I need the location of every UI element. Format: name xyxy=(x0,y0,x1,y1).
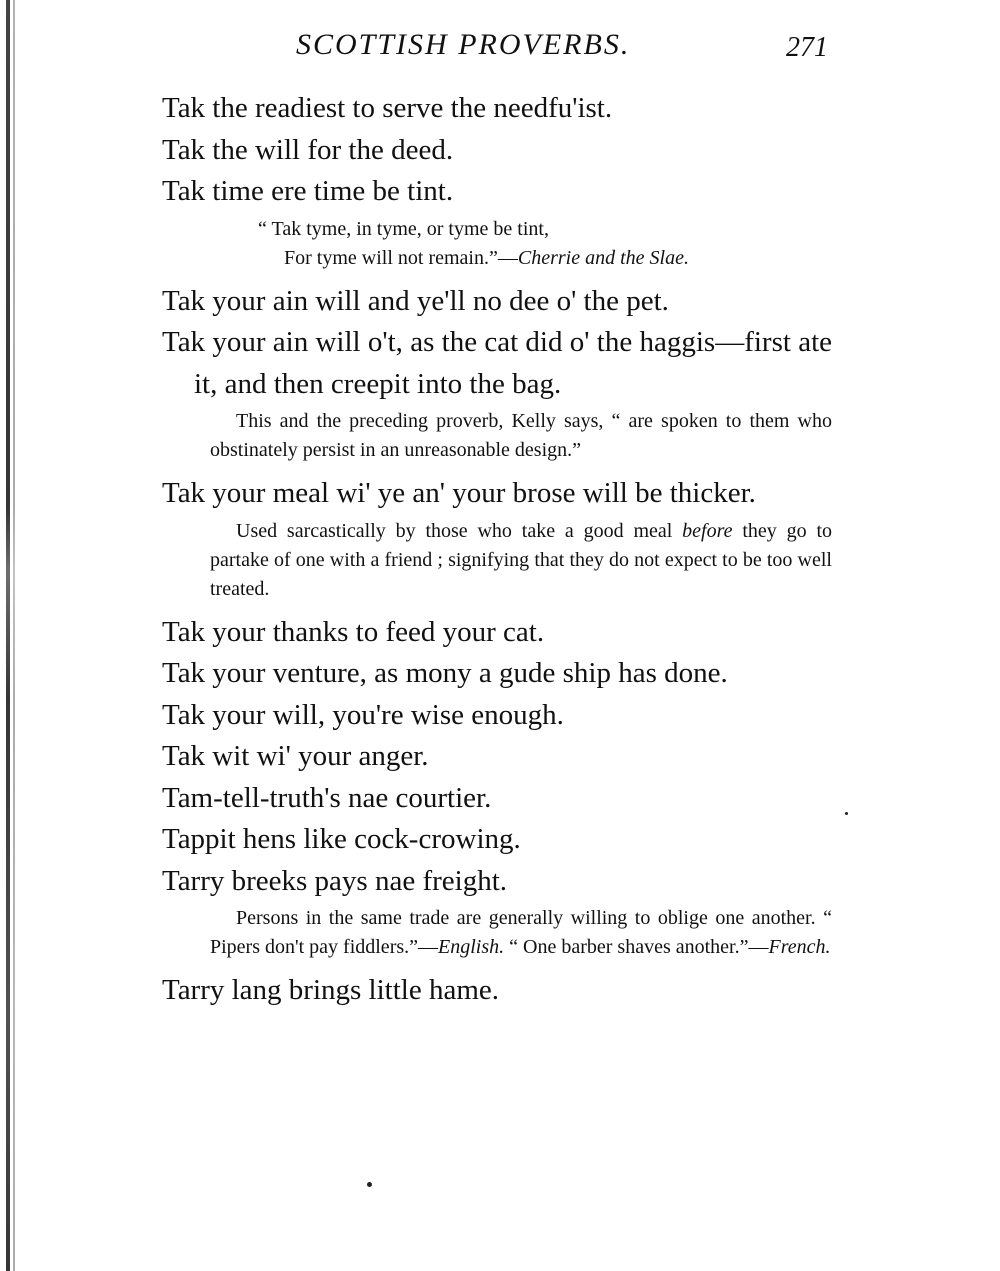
running-title: SCOTTISH PROVERBS. xyxy=(296,28,631,61)
source-citation: English. xyxy=(438,936,505,958)
proverb: Tak time ere time be tint. xyxy=(162,175,454,207)
note-text: “ One barber shaves another.”— xyxy=(504,936,769,958)
note-text: Used sarcastically by those who take a good meal xyxy=(236,519,683,542)
proverb: Tarry lang brings little hame. xyxy=(162,974,500,1006)
proverb: Tak the will for the deed. xyxy=(162,133,454,166)
ink-speck xyxy=(367,1182,372,1187)
explanatory-note xyxy=(210,904,832,962)
proverb: Tak your will, you're wise enough. xyxy=(162,698,564,731)
verse-line-text: For tyme will not remain.”— xyxy=(284,246,518,269)
proverb: Tappit hens like cock-crowing. xyxy=(162,823,521,855)
proverb: Tak your venture, as mony a gude ship has done. xyxy=(162,657,728,689)
source-citation: French. xyxy=(768,936,831,958)
verse-line xyxy=(258,244,832,273)
proverb: Tak wit wi' your anger. xyxy=(162,740,429,772)
page-number: 271 xyxy=(786,32,828,63)
proverb: Tam-tell-truth's nae courtier. xyxy=(162,781,492,814)
note-text: they go to partake of one with a friend ; signifying that they do not expect to be too well treated. xyxy=(210,519,833,600)
proverb: Tak your ain will and ye'll no dee o' the pet. xyxy=(162,284,669,317)
verse-line: “ Tak tyme, in tyme, or tyme be tint, xyxy=(258,217,549,240)
proverb: Tak your ain will o't, as the cat did o' the haggis—first ate it, and then creepit into the bag. xyxy=(162,326,832,400)
page-header xyxy=(0,28,1000,72)
ink-speck xyxy=(845,812,848,815)
page-body xyxy=(162,88,832,1012)
verse-quotation xyxy=(258,215,832,273)
note-emphasis: before xyxy=(682,519,733,542)
note-text: Persons in the same trade are generally willing to oblige one another. “ Pipers don't pay fiddlers.”— xyxy=(210,907,832,958)
explanatory-note: This and the preceding proverb, Kelly says, “ are spoken to them who obstinately persist in an unreasonable design.” xyxy=(210,410,832,461)
proverb: Tak the readiest to serve the needfu'ist. xyxy=(162,92,613,124)
binding-edge xyxy=(6,0,10,1271)
explanatory-note xyxy=(210,517,832,604)
proverb: Tak your meal wi' ye an' your brose will be thicker. xyxy=(162,477,756,509)
proverb: Tarry breeks pays nae freight. xyxy=(162,864,508,897)
binding-edge-shadow xyxy=(13,0,15,1271)
proverb: Tak your thanks to feed your cat. xyxy=(162,615,545,648)
source-citation: Cherrie and the Slae. xyxy=(517,246,689,269)
